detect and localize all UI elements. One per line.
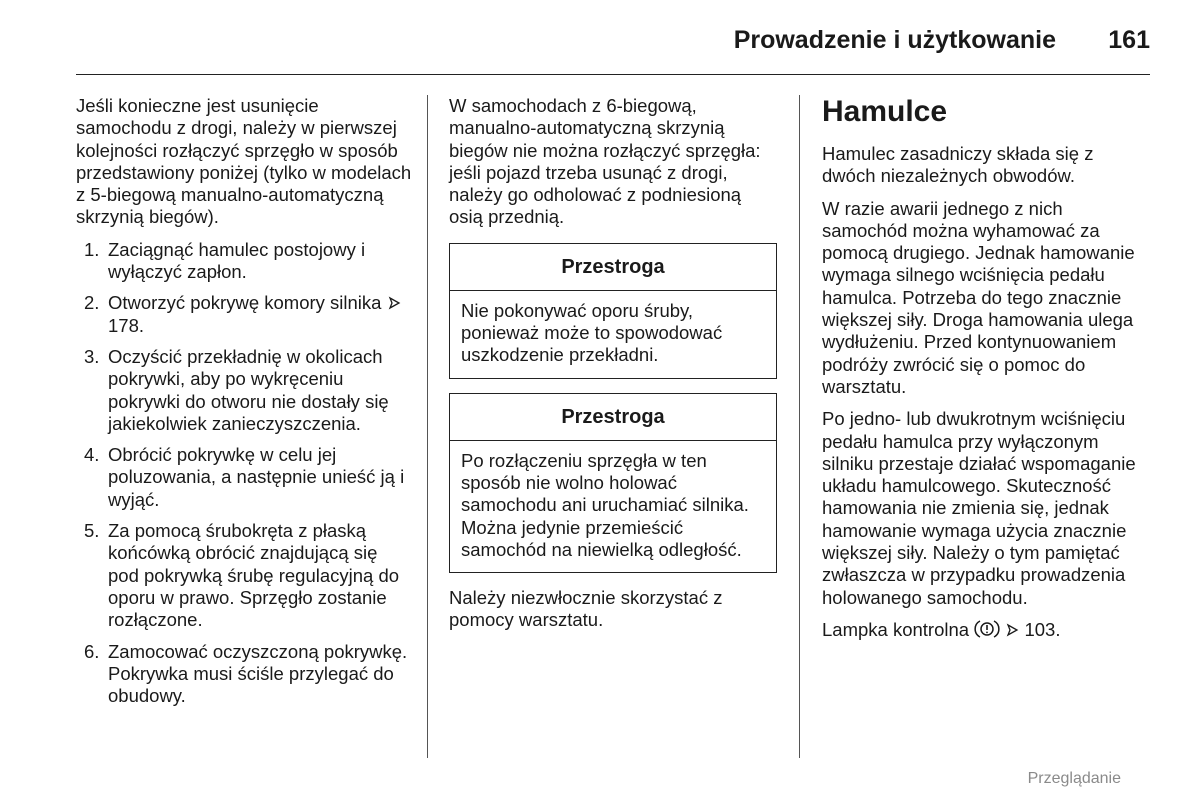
list-item: 2. Otworzyć pokrywę komory silnika 178. — [76, 292, 412, 337]
page-reference[interactable]: 103. — [1005, 619, 1060, 640]
caution-text: Po rozłączeniu sprzęgła w ten sposób nie wolno holować samochodu ani uruchamiać silnika. Można jedynie przemieścić samochód na niewielką odległość. — [461, 449, 749, 560]
indicator-reference: Lampka kontrolna 103. — [822, 618, 1061, 640]
column-left — [76, 95, 412, 716]
step-list — [76, 239, 412, 708]
paragraph: W razie awarii jednego z nich samochód można wyhamować za pomocą drugiego. Jednak hamowanie wymaga silnego wciśnięcia pedału hamulca. Potrzeba do tego znacznie większej siły. Droga hamowania ulega wydłużeniu. Przed kontynuowaniem podróży zwrócić się o pomoc do warsztatu. — [822, 197, 1135, 397]
paragraph: Po jedno- lub dwukrotnym wciśnięciu pedału hamulca przy wyłączonym silniku przestaje działać wspomaganie układu hamulcowego. Skuteczność hamowania nie zmienia się, jednak hamowanie wymaga użycia znacznie większej siły. Należy o tym pamiętać zwłaszcza w przypadku prowadzenia holowanego samochodu. — [822, 408, 1136, 608]
caution-title: Przestroga — [450, 394, 776, 441]
list-item: 6. Zamocować oczyszczoną pokrywkę. Pokrywka musi ściśle przylegać do obudowy. — [84, 640, 408, 707]
caution-box — [449, 243, 777, 379]
page-reference-arrow-icon — [387, 296, 401, 310]
outro-paragraph: Należy niezwłocznie skorzystać z pomocy warsztatu. — [449, 587, 723, 631]
column-middle — [449, 95, 779, 642]
column-right — [822, 95, 1152, 651]
caution-title: Przestroga — [450, 244, 776, 291]
column-divider — [427, 95, 428, 758]
brake-warning-lamp-icon — [974, 619, 1000, 639]
column-divider — [799, 95, 800, 758]
section-heading: Hamulce — [822, 95, 948, 128]
list-item: 5. Za pomocą śrubokręta z płaską końcówką obrócić znajdującą się pod pokrywką śrubę regulacyjną do oporu w prawo. Sprzęgło zostanie rozłączone. — [84, 520, 400, 631]
page-reference-arrow-icon — [1005, 623, 1019, 637]
caution-text: Nie pokonywać oporu śruby, ponieważ może to spowodować uszkodzenie przekładni. — [461, 299, 723, 366]
list-item: 1. Zaciągnąć hamulec postojowy i wyłączyć zapłon. — [84, 238, 366, 283]
paragraph: Hamulec zasadniczy składa się z dwóch niezależnych obwodów. — [822, 143, 1094, 187]
page-reference[interactable]: 178. — [108, 292, 401, 335]
page-number: 161 — [1108, 26, 1150, 54]
page-header — [76, 22, 1150, 75]
footer-section-label: Przeglądanie — [1027, 770, 1121, 787]
caution-box — [449, 393, 777, 573]
intro-paragraph: W samochodach z 6-biegową, manualno-automatyczną skrzynią biegów nie można rozłączyć sprzęgła: jeśli pojazd trzeba usunąć z drogi, należy go odholować z podniesioną osią przednią. — [449, 95, 761, 228]
intro-paragraph: Jeśli konieczne jest usunięcie samochodu z drogi, należy w pierwszej kolejności rozłączyć sprzęgło w sposób przedstawiony poniżej (tylko w modelach z 5-biegową manualno-automatyczną skrzynią biegów). — [76, 95, 412, 228]
list-item: 3. Oczyścić przekładnię w okolicach pokrywki, aby po wykręceniu pokrywki do otworu nie dostały się jakiekolwiek zanieczyszczenia. — [84, 345, 389, 434]
section-title: Prowadzenie i użytkowanie — [733, 26, 1056, 54]
list-item: 4. Obrócić pokrywkę w celu jej poluzowania, a następnie unieść ją i wyjąć. — [84, 444, 405, 510]
